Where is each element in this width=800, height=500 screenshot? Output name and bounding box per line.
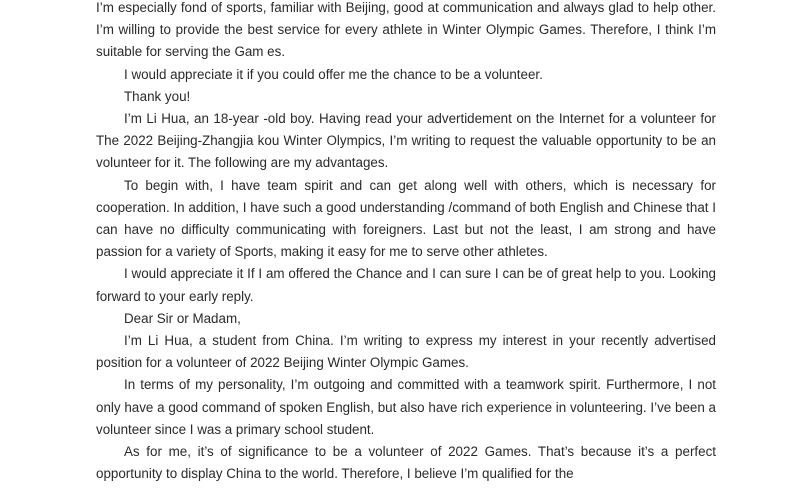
paragraph-1: I’m especially fond of sports, familiar with Beijing, good at communication and always glad to help other. I’m willing to provide the best service for every athlete in Winter Olympic Games. Therefore, I think I’m suitable for serving the Gam es. [96,0,716,60]
paragraph-8: I’m Li Hua, a student from China. I’m writing to express my interest in your recently advertised position for a volunteer of 2022 Beijing Winter Olympic Games. [96,333,716,371]
document-body [96,0,716,485]
paragraph-5: To begin with, I have team spirit and can get along well with others, which is necessary for cooperation. In addition, I have such a good understanding /command of both English and Chinese that I can have no difficulty communicating with foreigners. Last but not the least, I am strong and have passion for a variety of Sports, making it easy for me to serve other athletes. [96,177,716,260]
paragraph-9: In terms of my personality, I’m outgoing and committed with a teamwork spirit. Furthermore, I not only have a good command of spoken English, but also have rich experience in volunteering. I’ve been a volunteer since I was a primary school student. [96,377,716,437]
paragraph-2: I would appreciate it if you could offer me the chance to be a volunteer. [124,66,543,82]
paragraph-3: Thank you! [124,88,191,104]
paragraph-10: As for me, it’s of significance to be a volunteer of 2022 Games. That’s because it’s a perfect opportunity to display China to the world. Therefore, I believe I’m qualified for the [96,444,716,482]
paragraph-4: I’m Li Hua, an 18-year -old boy. Having read your advertidement on the Internet for a volunteer for The 2022 Beijing-Zhangjia kou Winter Olympics, I’m writing to request the valuable opportunity to be an volunteer for it. The following are my advantages. [96,111,716,171]
paragraph-7: Dear Sir or Madam, [124,310,241,326]
paragraph-6: I would appreciate it If I am offered the Chance and I can sure I can be of great help to you. Looking forward to your early reply. [96,266,716,304]
